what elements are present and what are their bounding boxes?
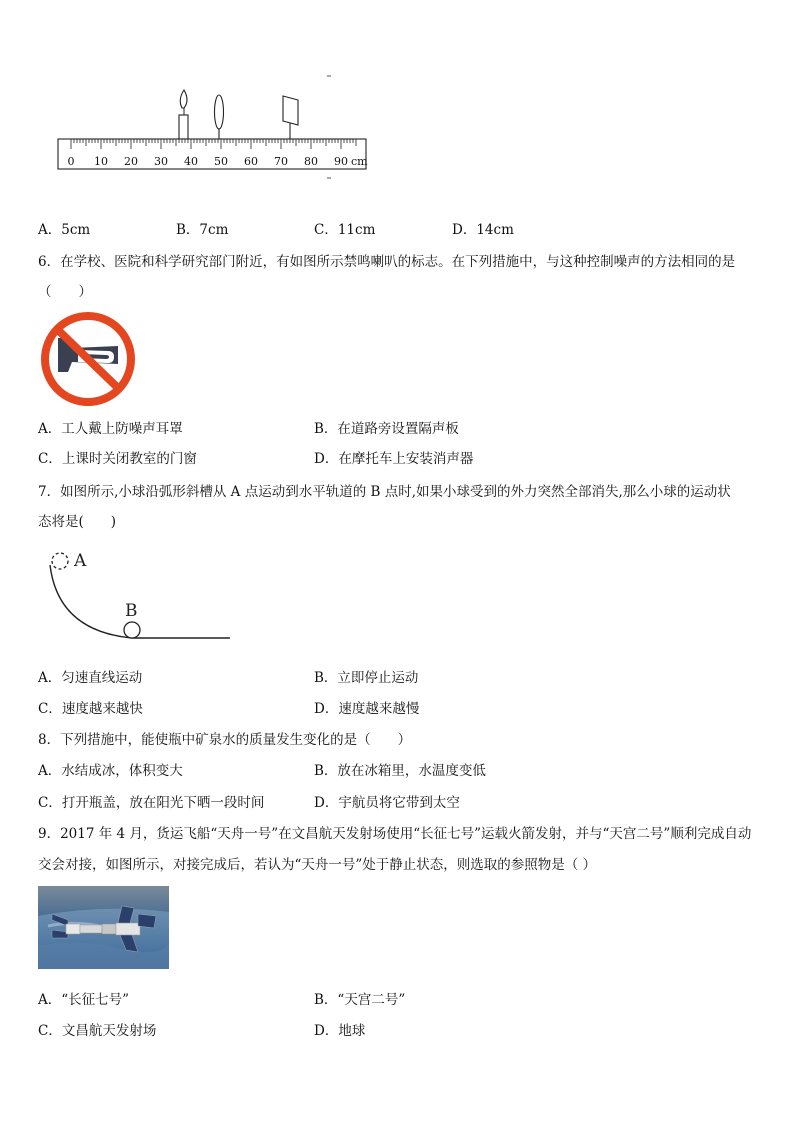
ruler-tick-label: 40 — [184, 155, 198, 168]
spacecraft-docking-photo — [38, 886, 169, 969]
ruler-tick-label: 90 — [334, 155, 348, 168]
ruler-tick-label: 0 — [67, 155, 75, 168]
ruler-unit-label: cm — [351, 155, 368, 168]
q6-option-b[interactable]: B．在道路旁设置隔声板 — [314, 421, 459, 437]
screen — [283, 96, 298, 139]
q8-option-b[interactable]: B．放在冰箱里，水温度变低 — [314, 763, 486, 779]
q5-option-d[interactable]: D．14cm — [452, 222, 514, 238]
q7-stem-line1: 7．如图所示,小球沿弧形斜槽从 A 点运动到水平轨道的 B 点时,如果小球受到的外力突然全部消失,那么小球的运动状 — [38, 484, 731, 500]
q7-option-d[interactable]: D．速度越来越慢 — [314, 701, 420, 717]
q5-option-b[interactable]: B．7cm — [176, 222, 229, 238]
label-b: B — [125, 601, 138, 621]
ball-at-b — [124, 622, 140, 638]
ruler-tick-label: 50 — [214, 155, 228, 168]
q8-stem-line1: 8．下列措施中，能使瓶中矿泉水的质量发生变化的是（ ） — [38, 732, 412, 748]
q9-option-b[interactable]: B．“天宫二号” — [314, 992, 406, 1008]
q9-stem-line1: 9．2017 年 4 月，货运飞船“天舟一号”在文昌航天发射场使用“长征七号”运载火箭发射，并与“天宫二号”顺利完成自动 — [38, 826, 752, 842]
q5-option-c[interactable]: C．11cm — [314, 222, 376, 238]
ruler-tick-label: 20 — [124, 155, 138, 168]
ruler-tick-label: 30 — [154, 155, 168, 168]
ball-at-a — [52, 553, 68, 569]
q9-option-c[interactable]: C．文昌航天发射场 — [38, 1023, 157, 1039]
q6-option-c[interactable]: C．上课时关闭教室的门窗 — [38, 451, 197, 467]
q7-stem-line2: 态将是( ) — [38, 514, 117, 530]
q9-option-a[interactable]: A．“长征七号” — [38, 992, 130, 1008]
ruler-tick-label: 10 — [94, 155, 108, 168]
q7-option-a[interactable]: A．匀速直线运动 — [38, 670, 143, 686]
candle — [179, 90, 188, 139]
q8-option-d[interactable]: D．宇航员将它带到太空 — [314, 795, 460, 811]
q9-option-d[interactable]: D．地球 — [314, 1023, 366, 1039]
q6-stem-line1: 6．在学校、医院和科学研究部门附近，有如图所示禁鸣喇叭的标志。在下列措施中，与这种控制噪声的方法相同的是 — [38, 254, 736, 270]
q8-option-c[interactable]: C．打开瓶盖，放在阳光下晒一段时间 — [38, 795, 265, 811]
q6-stem-line2: （ ） — [38, 284, 92, 300]
ruler-figure — [54, 70, 374, 182]
no-honking-sign — [38, 310, 138, 408]
q8-option-a[interactable]: A．水结成冰，体积变大 — [38, 763, 183, 779]
q5-option-a[interactable]: A．5cm — [38, 222, 91, 238]
q6-option-d[interactable]: D．在摩托车上安装消声器 — [314, 451, 474, 467]
q7-option-b[interactable]: B．立即停止运动 — [314, 670, 419, 686]
q6-option-a[interactable]: A．工人戴上防噪声耳罩 — [38, 421, 183, 437]
ruler-tick-label: 80 — [304, 155, 318, 168]
label-a: A — [74, 551, 87, 571]
curved-track-figure — [40, 545, 240, 645]
convex-lens — [215, 95, 224, 139]
ruler-tick-label: 70 — [274, 155, 288, 168]
ruler-tick-label: 60 — [244, 155, 258, 168]
q9-stem-line2: 交会对接，如图所示，对接完成后，若认为“天舟一号”处于静止状态，则选取的参照物是（ ） — [38, 857, 597, 873]
q7-option-c[interactable]: C．速度越来越快 — [38, 701, 143, 717]
